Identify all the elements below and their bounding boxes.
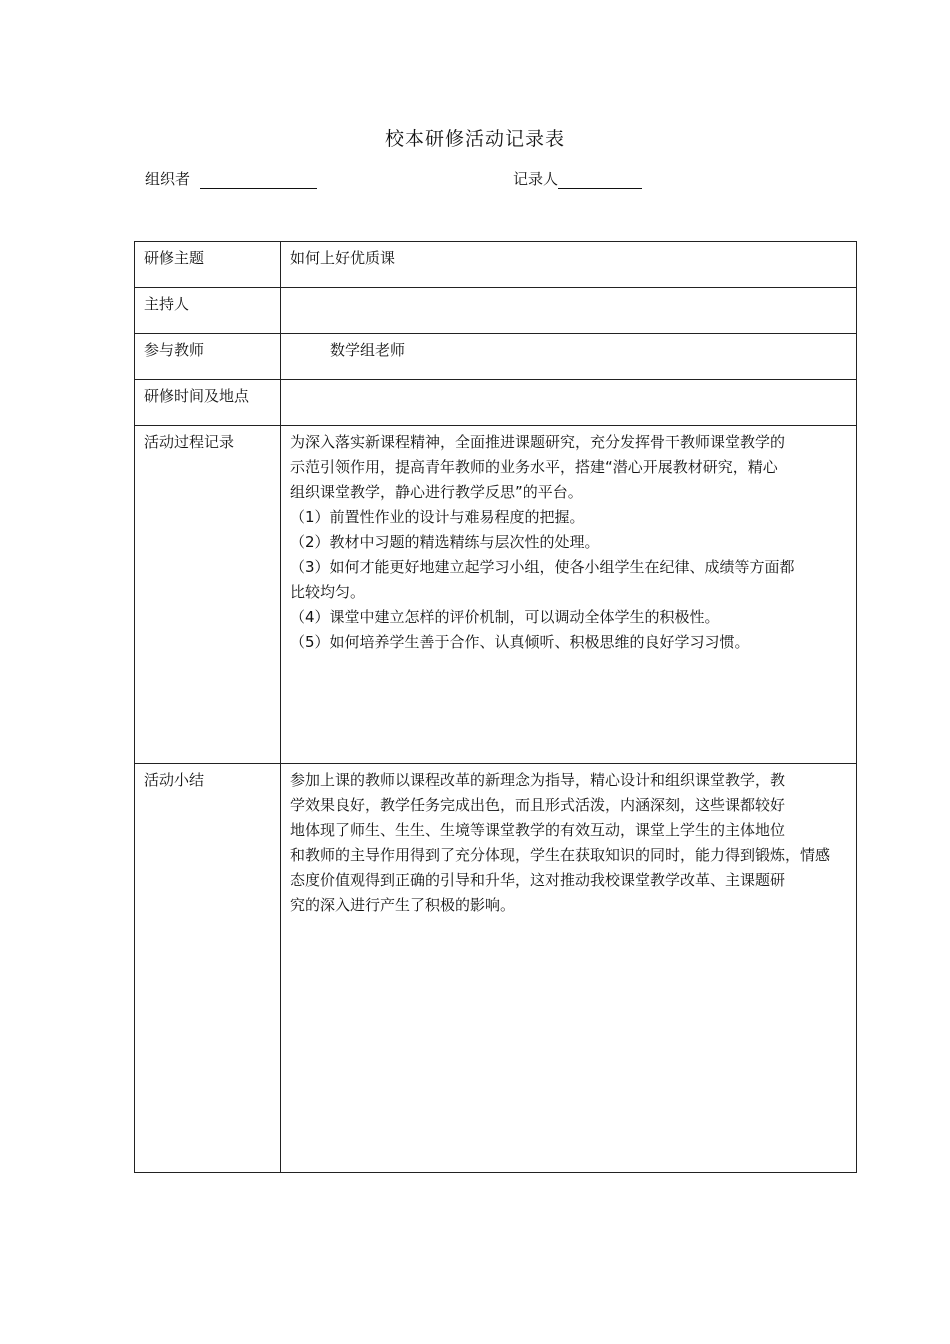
teachers-value: 数学组老师 [330,341,406,359]
process-line: （5）如何培养学生善于合作、认真倾听、积极思维的良好学习习惯。 [290,633,750,651]
document-title: 校本研修活动记录表 [384,128,565,150]
topic-value: 如何上好优质课 [281,242,857,288]
organizer-field [145,168,317,189]
topic-label: 研修主题 [135,242,281,288]
host-value [281,288,857,334]
summary-content [281,764,857,1173]
process-content [281,426,857,764]
process-line: 组织课堂教学，静心进行教学反思”的平台。 [290,483,583,501]
host-label: 主持人 [135,288,281,334]
teachers-cell [281,334,857,380]
table-row-teachers [135,334,857,380]
process-line: （1）前置性作业的设计与难易程度的把握。 [290,508,585,526]
recorder-label: 记录人 [513,170,559,188]
process-line: 比较均匀。 [290,583,366,601]
recorder-blank-line [558,170,642,189]
table-row-time-place [135,380,857,426]
table-row-host [135,288,857,334]
process-line: （3）如何才能更好地建立起学习小组，使各小组学生在纪律、成绩等方面都 [290,558,795,576]
summary-label: 活动小结 [135,764,281,1173]
process-label: 活动过程记录 [135,426,281,764]
table-row-summary [135,764,857,1173]
summary-line: 学效果良好，教学任务完成出色，而且形式活泼，内涵深刻，这些课都较好 [290,796,786,814]
process-line: （2）教材中习题的精选精练与层次性的处理。 [290,533,600,551]
record-table [134,241,857,1173]
organizer-blank-line [200,170,317,189]
recorder-field [513,168,642,189]
organizer-label: 组织者 [145,170,191,188]
time-place-value [281,380,857,426]
summary-line: 态度价值观得到正确的引导和升华，这对推动我校课堂教学改革、主课题研 [290,871,786,889]
teachers-label: 参与教师 [135,334,281,380]
process-line: （4）课堂中建立怎样的评价机制，可以调动全体学生的积极性。 [290,608,720,626]
process-line: 示范引领作用，提高青年教师的业务水平，搭建“潜心开展教材研究，精心 [290,458,778,476]
time-place-label: 研修时间及地点 [135,380,281,426]
summary-line: 和教师的主导作用得到了充分体现，学生在获取知识的同时，能力得到锻炼，情感 [290,846,831,864]
table-row-topic [135,242,857,288]
summary-line: 参加上课的教师以课程改革的新理念为指导，精心设计和组织课堂教学，教 [290,771,786,789]
process-line: 为深入落实新课程精神，全面推进课题研究，充分发挥骨干教师课堂教学的 [290,433,786,451]
summary-line: 地体现了师生、生生、生境等课堂教学的有效互动，课堂上学生的主体地位 [290,821,786,839]
table-row-process [135,426,857,764]
summary-line: 究的深入进行产生了积极的影响。 [290,896,516,914]
